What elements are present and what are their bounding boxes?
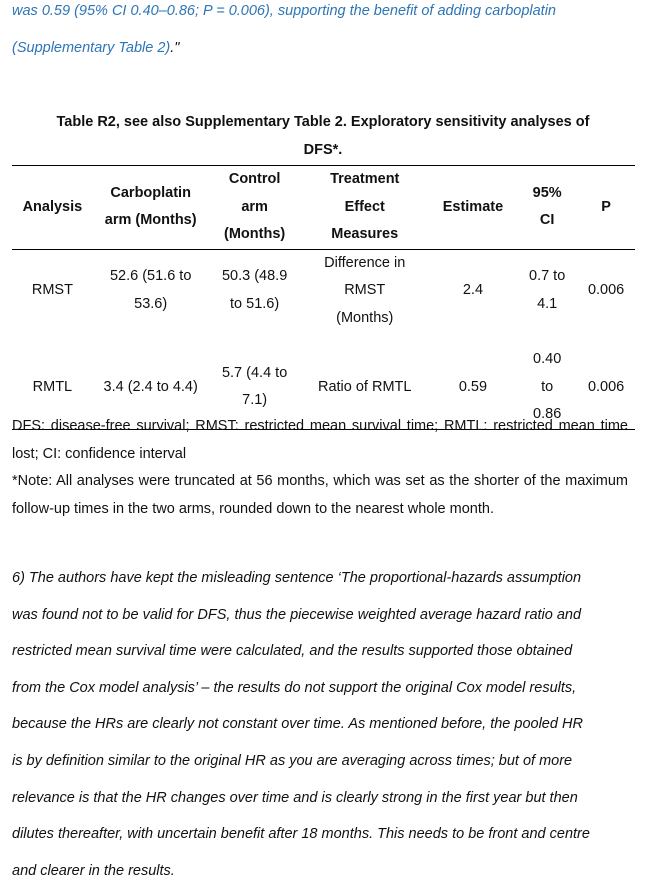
truncation-note: *Note: All analyses were truncated at 56 months, which was set as the shorter of the maximum follow-up times in the two arms, rounded down to the nearest whole month. [12,473,628,517]
header-ci: 95% CI [532,184,562,229]
cell-p: 0.006 [587,378,625,395]
table-notes [12,413,628,523]
intro-line-2 [12,38,642,58]
header-estimate: Estimate [442,198,504,215]
table-caption [12,108,634,164]
comment-line: restricted mean survival time were calculated, and the results supported those obtained [12,643,573,660]
cell-analysis: RMTL [32,378,73,395]
cell-analysis: RMST [31,282,73,298]
comment-line: was found not to be valid for DFS, thus the piecewise weighted average hazard ratio and [12,606,582,623]
comment-line: is by definition similar to the original HR as you are averaging across times; but of more [12,752,573,769]
table-header-row [12,166,635,250]
header-p: P [601,198,611,215]
supplementary-table-link[interactable]: (Supplementary Table 2) [12,40,171,56]
table-row [12,249,635,332]
cell-carboplatin: 52.6 (51.6 to 53.6) [109,268,192,312]
header-control: Control arm (Months) [224,171,286,242]
cell-carboplatin: 3.4 (2.4 to 4.4) [103,378,198,395]
comment-line: from the Cox model analysis’ – the results do not support the original Cox model results, [12,679,577,696]
comment-line: 6) The authors have kept the misleading sentence ‘The proportional-hazards assumption [12,570,582,586]
cell-p: 0.006 [587,282,625,298]
cell-control: 5.7 (4.4 to 7.1) [221,364,288,409]
cell-measure: Difference in RMST (Months) [324,254,406,326]
cell-estimate: 2.4 [462,282,484,298]
comment-line: because the HRs are clearly not constant over time. As mentioned before, the pooled HR [12,716,583,733]
cell-ci: 0.7 to 4.1 [529,268,566,312]
header-carboplatin: Carboplatin arm (Months) [104,184,197,229]
comment-line: relevance is that the HR changes over time and is clearly strong in the first year but then [12,789,578,806]
intro-line-2-end: ." [170,40,180,56]
header-analysis: Analysis [22,198,83,215]
caption-line-2: DFS*. [303,142,343,158]
abbreviations-note: DFS: disease-free survival; RMST: restricted mean survival time; RMTL: restricted mean time lost; CI: confidence interval [12,418,628,462]
sensitivity-table [12,165,635,430]
cell-control: 50.3 (48.9 to 51.6) [221,268,288,312]
caption-line-1: Table R2, see also Supplementary Table 2. Exploratory sensitivity analyses of [56,114,590,130]
comment-line: dilutes thereafter, with uncertain benefit after 18 months. This needs to be front and centre [12,826,590,843]
cell-ci: 0.40 to 0.86 [533,351,562,422]
intro-line-1: was 0.59 (95% CI 0.40–0.86; P = 0.006), supporting the benefit of adding carboplatin [12,3,556,19]
comment-line: and clearer in the results. [12,862,175,879]
header-treatment-effect: Treatment Effect Measures [330,171,400,242]
cell-measure: Ratio of RMTL [317,378,412,395]
reviewer-comment [12,560,636,889]
cell-estimate: 0.59 [458,378,488,395]
